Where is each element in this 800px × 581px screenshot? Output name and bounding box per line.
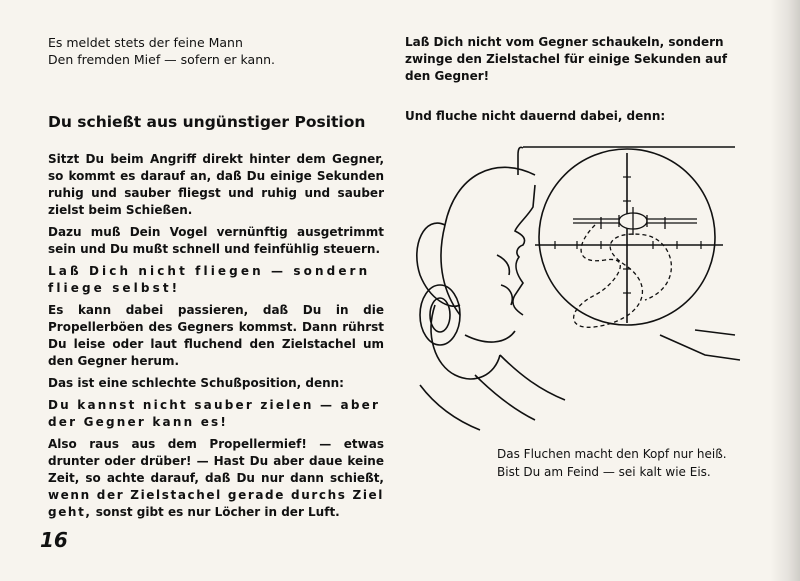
caption-line-2: Bist Du am Feind — sei kalt wie Eis. xyxy=(497,465,711,479)
right-lead-paragraph: Laß Dich nicht vom Gegner schaukeln, sondern zwinge den Zielstachel für einige Sekunden auf den Gegner! xyxy=(405,35,728,83)
paragraph-7 xyxy=(48,436,384,521)
right-column-lead xyxy=(405,34,750,85)
paragraph-1: Sitzt Du beim Angriff direkt hinter dem Gegner, so kommt es darauf an, daß Du einige Sekunden ruhig und sauber fliegst und ruhig und sauber zielst beim Schießen. xyxy=(48,152,384,217)
paragraph-3-emphasis: Laß Dich nicht fliegen — sondern fliege selbst! xyxy=(48,264,371,295)
paragraph-7-part-c: sonst gibt es nur Löcher in der Luft. xyxy=(95,505,340,519)
page-number: 16 xyxy=(40,528,68,552)
verse-line-1: Es meldet stets der feine Mann xyxy=(48,35,243,50)
illustration-caption xyxy=(497,445,757,481)
paragraph-2: Dazu muß Dein Vogel vernünftig ausgetrimmt sein und Du mußt schnell und feinfühlig steuern. xyxy=(48,225,384,256)
paragraph-5: Das ist eine schlechte Schußposition, denn: xyxy=(48,376,344,390)
right-lead-paragraph-2: Und fluche nicht dauernd dabei, denn: xyxy=(405,109,666,123)
pilot-gunsight-illustration xyxy=(405,135,750,435)
paragraph-6-emphasis: Du kannst nicht sauber zielen — aber der Gegner kann es! xyxy=(48,398,381,429)
caption-line-1: Das Fluchen macht den Kopf nur heiß. xyxy=(497,447,727,461)
paragraph-4: Es kann dabei passieren, daß Du in die Propellerböen des Gegners kommst. Dann rührst Du leise oder laut fluchend den Zielstachel um den Gegner herum. xyxy=(48,303,384,368)
paragraph-7-part-a: Also raus aus dem Propellermief! — etwas drunter oder drüber! — Hast Du aber daue keine Zeit, so achte darauf, daß Du nur dann schießt, xyxy=(48,437,384,485)
verse-line-2: Den fremden Mief — sofern er kann. xyxy=(48,52,276,67)
enemy-plane xyxy=(573,207,697,235)
paragraph-7-emphasis: wenn der Zielstachel gerade durchs Ziel geht, xyxy=(48,488,384,519)
left-column-verse xyxy=(48,34,384,68)
section-heading: Du schießt aus ungünstiger Position xyxy=(48,113,366,131)
left-body-text xyxy=(48,151,384,526)
spine-shadow xyxy=(770,0,800,581)
